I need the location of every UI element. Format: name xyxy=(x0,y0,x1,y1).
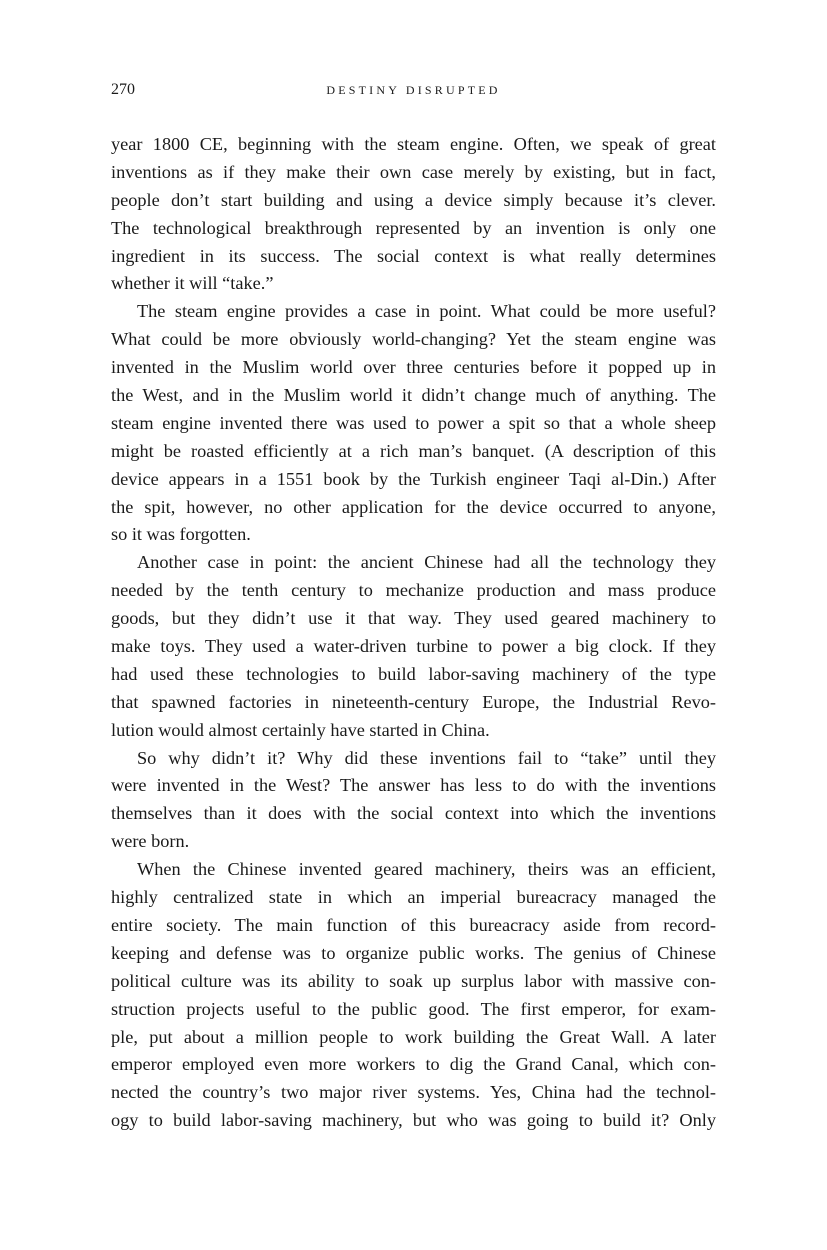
text-line: device appears in a 1551 book by the Turkish engineer Taqi al-Din.) After xyxy=(111,468,716,489)
body-text xyxy=(111,131,716,1135)
text-line: the West, and in the Muslim world it didn’t change much of anything. The xyxy=(111,385,716,406)
page-number: 270 xyxy=(111,81,135,98)
text-line: steam engine invented there was used to power a spit so that a whole sheep xyxy=(111,412,716,433)
text-line: So why didn’t it? Why did these inventions fail to “take” until they xyxy=(137,747,716,768)
text-line: What could be more obviously world-changing? Yet the steam engine was xyxy=(111,329,716,350)
text-line: Another case in point: the ancient Chinese had all the technology they xyxy=(137,552,716,573)
text-line: entire society. The main function of this bureacracy aside from record- xyxy=(111,914,716,935)
paragraph xyxy=(111,856,716,1135)
text-line: keeping and defense was to organize public works. The genius of Chinese xyxy=(111,942,716,963)
text-line: invented in the Muslim world over three centuries before it popped up in xyxy=(111,357,716,378)
text-line: year 1800 CE, beginning with the steam engine. Often, we speak of great xyxy=(111,134,716,154)
running-head xyxy=(111,80,716,100)
text-line: political culture was its ability to soak up surplus labor with massive con- xyxy=(111,970,716,991)
text-line: ple, put about a million people to work building the Great Wall. A later xyxy=(111,1026,716,1047)
paragraph xyxy=(111,298,716,549)
text-line: struction projects useful to the public good. The first emperor, for exam- xyxy=(111,998,716,1019)
text-line: goods, but they didn’t use it that way. They used geared machinery to xyxy=(111,608,716,629)
text-line: the spit, however, no other application for the device occurred to anyone, xyxy=(111,496,716,517)
text-line: might be roasted efficiently at a rich man’s banquet. (A description of this xyxy=(111,440,716,461)
running-title: DESTINY DISRUPTED xyxy=(326,83,501,97)
text-line: inventions as if they make their own case merely by existing, but in fact, xyxy=(111,161,716,182)
text-line: emperor employed even more workers to dig the Grand Canal, which con- xyxy=(111,1054,716,1075)
text-line: themselves than it does with the social context into which the inventions xyxy=(111,803,716,824)
text-line: people don’t start building and using a device simply because it’s clever. xyxy=(111,189,716,210)
text-line: were invented in the West? The answer has less to do with the inventions xyxy=(111,775,716,796)
text-line: ogy to build labor-saving machinery, but who was going to build it? Only xyxy=(111,1110,716,1131)
text-line: were born. xyxy=(111,831,190,852)
text-line: lution would almost certainly have started in China. xyxy=(111,719,490,740)
text-line: nected the country’s two major river systems. Yes, China had the technol- xyxy=(111,1082,716,1103)
text-line: When the Chinese invented geared machinery, theirs was an efficient, xyxy=(137,859,716,880)
paragraph xyxy=(111,131,716,298)
text-line: needed by the tenth century to mechanize production and mass produce xyxy=(111,580,716,601)
text-line: highly centralized state in which an imperial bureacracy managed the xyxy=(111,887,716,908)
text-line: so it was forgotten. xyxy=(111,524,251,545)
text-line: The technological breakthrough represented by an invention is only one xyxy=(111,217,716,238)
paragraph xyxy=(111,549,716,744)
text-line: make toys. They used a water-driven turbine to power a big clock. If they xyxy=(111,636,716,657)
paragraph xyxy=(111,745,716,857)
text-line: had used these technologies to build labor-saving machinery of the type xyxy=(111,663,716,684)
text-line: that spawned factories in nineteenth-century Europe, the Industrial Revo- xyxy=(111,691,716,712)
text-line: The steam engine provides a case in point. What could be more useful? xyxy=(137,301,716,322)
text-line: ingredient in its success. The social context is what really determines xyxy=(111,245,716,266)
text-line: whether it will “take.” xyxy=(111,273,274,294)
